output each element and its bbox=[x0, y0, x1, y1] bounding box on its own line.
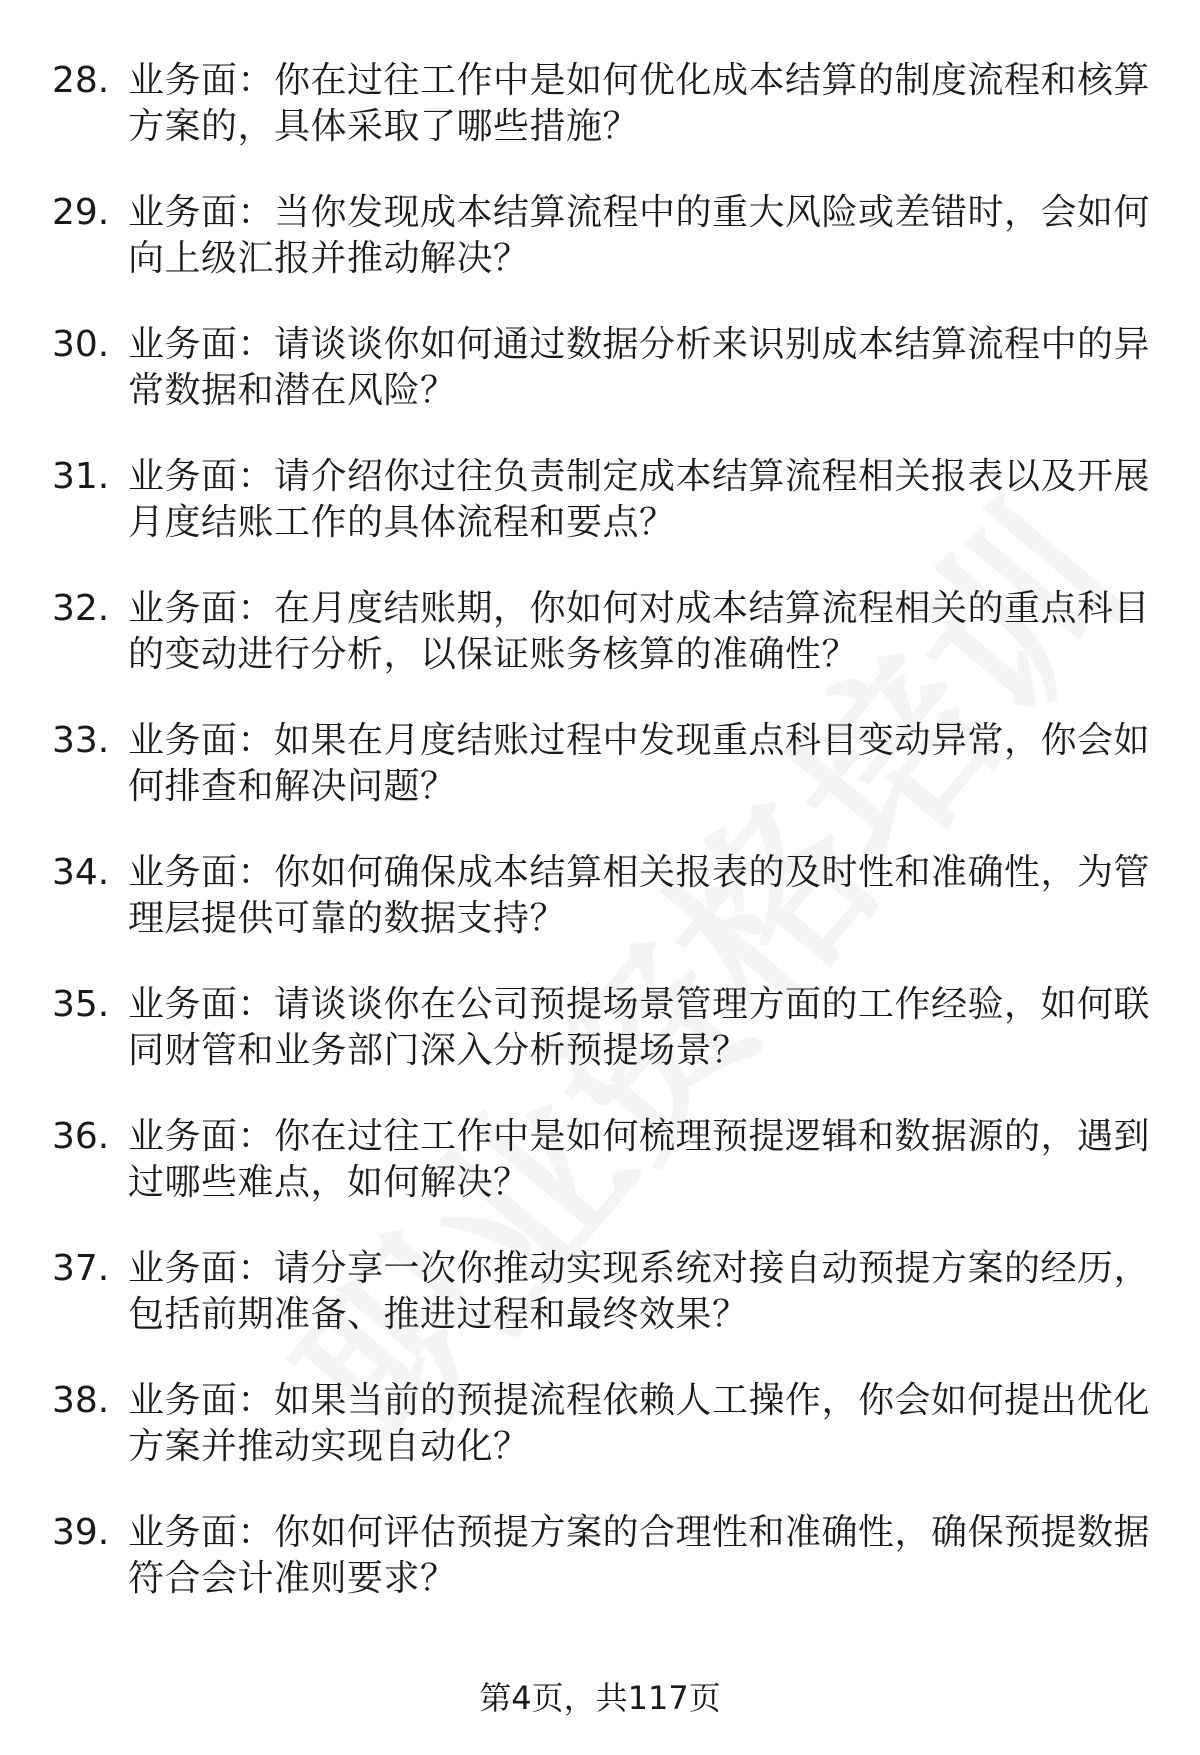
question-number: 33. bbox=[52, 720, 110, 761]
question-number: 31. bbox=[52, 456, 110, 497]
question-item bbox=[0, 1236, 1200, 1368]
question-item bbox=[0, 1368, 1200, 1500]
question-text: 业务面：你如何确保成本结算相关报表的及时性和准确性，为管理层提供可靠的数据支持？ bbox=[128, 852, 1151, 939]
question-text: 业务面：如果当前的预提流程依赖人工操作，你会如何提出优化方案并推动实现自动化？ bbox=[128, 1380, 1151, 1467]
page-footer: 第4页，共117页 bbox=[479, 1679, 721, 1717]
question-number: 35. bbox=[52, 984, 110, 1025]
question-number: 28. bbox=[52, 60, 110, 101]
question-text: 业务面：你在过往工作中是如何梳理预提逻辑和数据源的，遇到过哪些难点，如何解决？ bbox=[128, 1116, 1151, 1203]
question-text: 业务面：请谈谈你在公司预提场景管理方面的工作经验，如何联同财管和业务部门深入分析预提场景？ bbox=[128, 984, 1151, 1071]
question-item bbox=[0, 312, 1200, 444]
question-number: 38. bbox=[52, 1380, 110, 1421]
question-number: 29. bbox=[52, 192, 110, 233]
question-text: 业务面：你在过往工作中是如何优化成本结算的制度流程和核算方案的，具体采取了哪些措施？ bbox=[128, 60, 1151, 147]
question-item bbox=[0, 180, 1200, 312]
question-item bbox=[0, 840, 1200, 972]
question-number: 36. bbox=[52, 1116, 110, 1157]
question-list bbox=[0, 48, 1200, 1632]
question-item bbox=[0, 708, 1200, 840]
question-text: 业务面：你如何评估预提方案的合理性和准确性，确保预提数据符合会计准则要求？ bbox=[128, 1512, 1151, 1599]
question-item bbox=[0, 1104, 1200, 1236]
question-number: 30. bbox=[52, 324, 110, 365]
question-text: 业务面：当你发现成本结算流程中的重大风险或差错时，会如何向上级汇报并推动解决？ bbox=[128, 192, 1151, 279]
question-text: 业务面：请谈谈你如何通过数据分析来识别成本结算流程中的异常数据和潜在风险？ bbox=[128, 324, 1151, 411]
question-number: 32. bbox=[52, 588, 110, 629]
question-text: 业务面：在月度结账期，你如何对成本结算流程相关的重点科目的变动进行分析，以保证账务核算的准确性？ bbox=[128, 588, 1151, 675]
question-number: 34. bbox=[52, 852, 110, 893]
question-item bbox=[0, 576, 1200, 708]
question-text: 业务面：请介绍你过往负责制定成本结算流程相关报表以及开展月度结账工作的具体流程和要点？ bbox=[128, 456, 1151, 543]
question-item bbox=[0, 444, 1200, 576]
question-text: 业务面：请分享一次你推动实现系统对接自动预提方案的经历，包括前期准备、推进过程和最终效果？ bbox=[128, 1248, 1151, 1335]
question-number: 39. bbox=[52, 1512, 110, 1553]
question-text: 业务面：如果在月度结账过程中发现重点科目变动异常，你会如何排查和解决问题？ bbox=[128, 720, 1151, 807]
question-item bbox=[0, 1500, 1200, 1632]
question-item bbox=[0, 48, 1200, 180]
question-item bbox=[0, 972, 1200, 1104]
question-number: 37. bbox=[52, 1248, 110, 1289]
